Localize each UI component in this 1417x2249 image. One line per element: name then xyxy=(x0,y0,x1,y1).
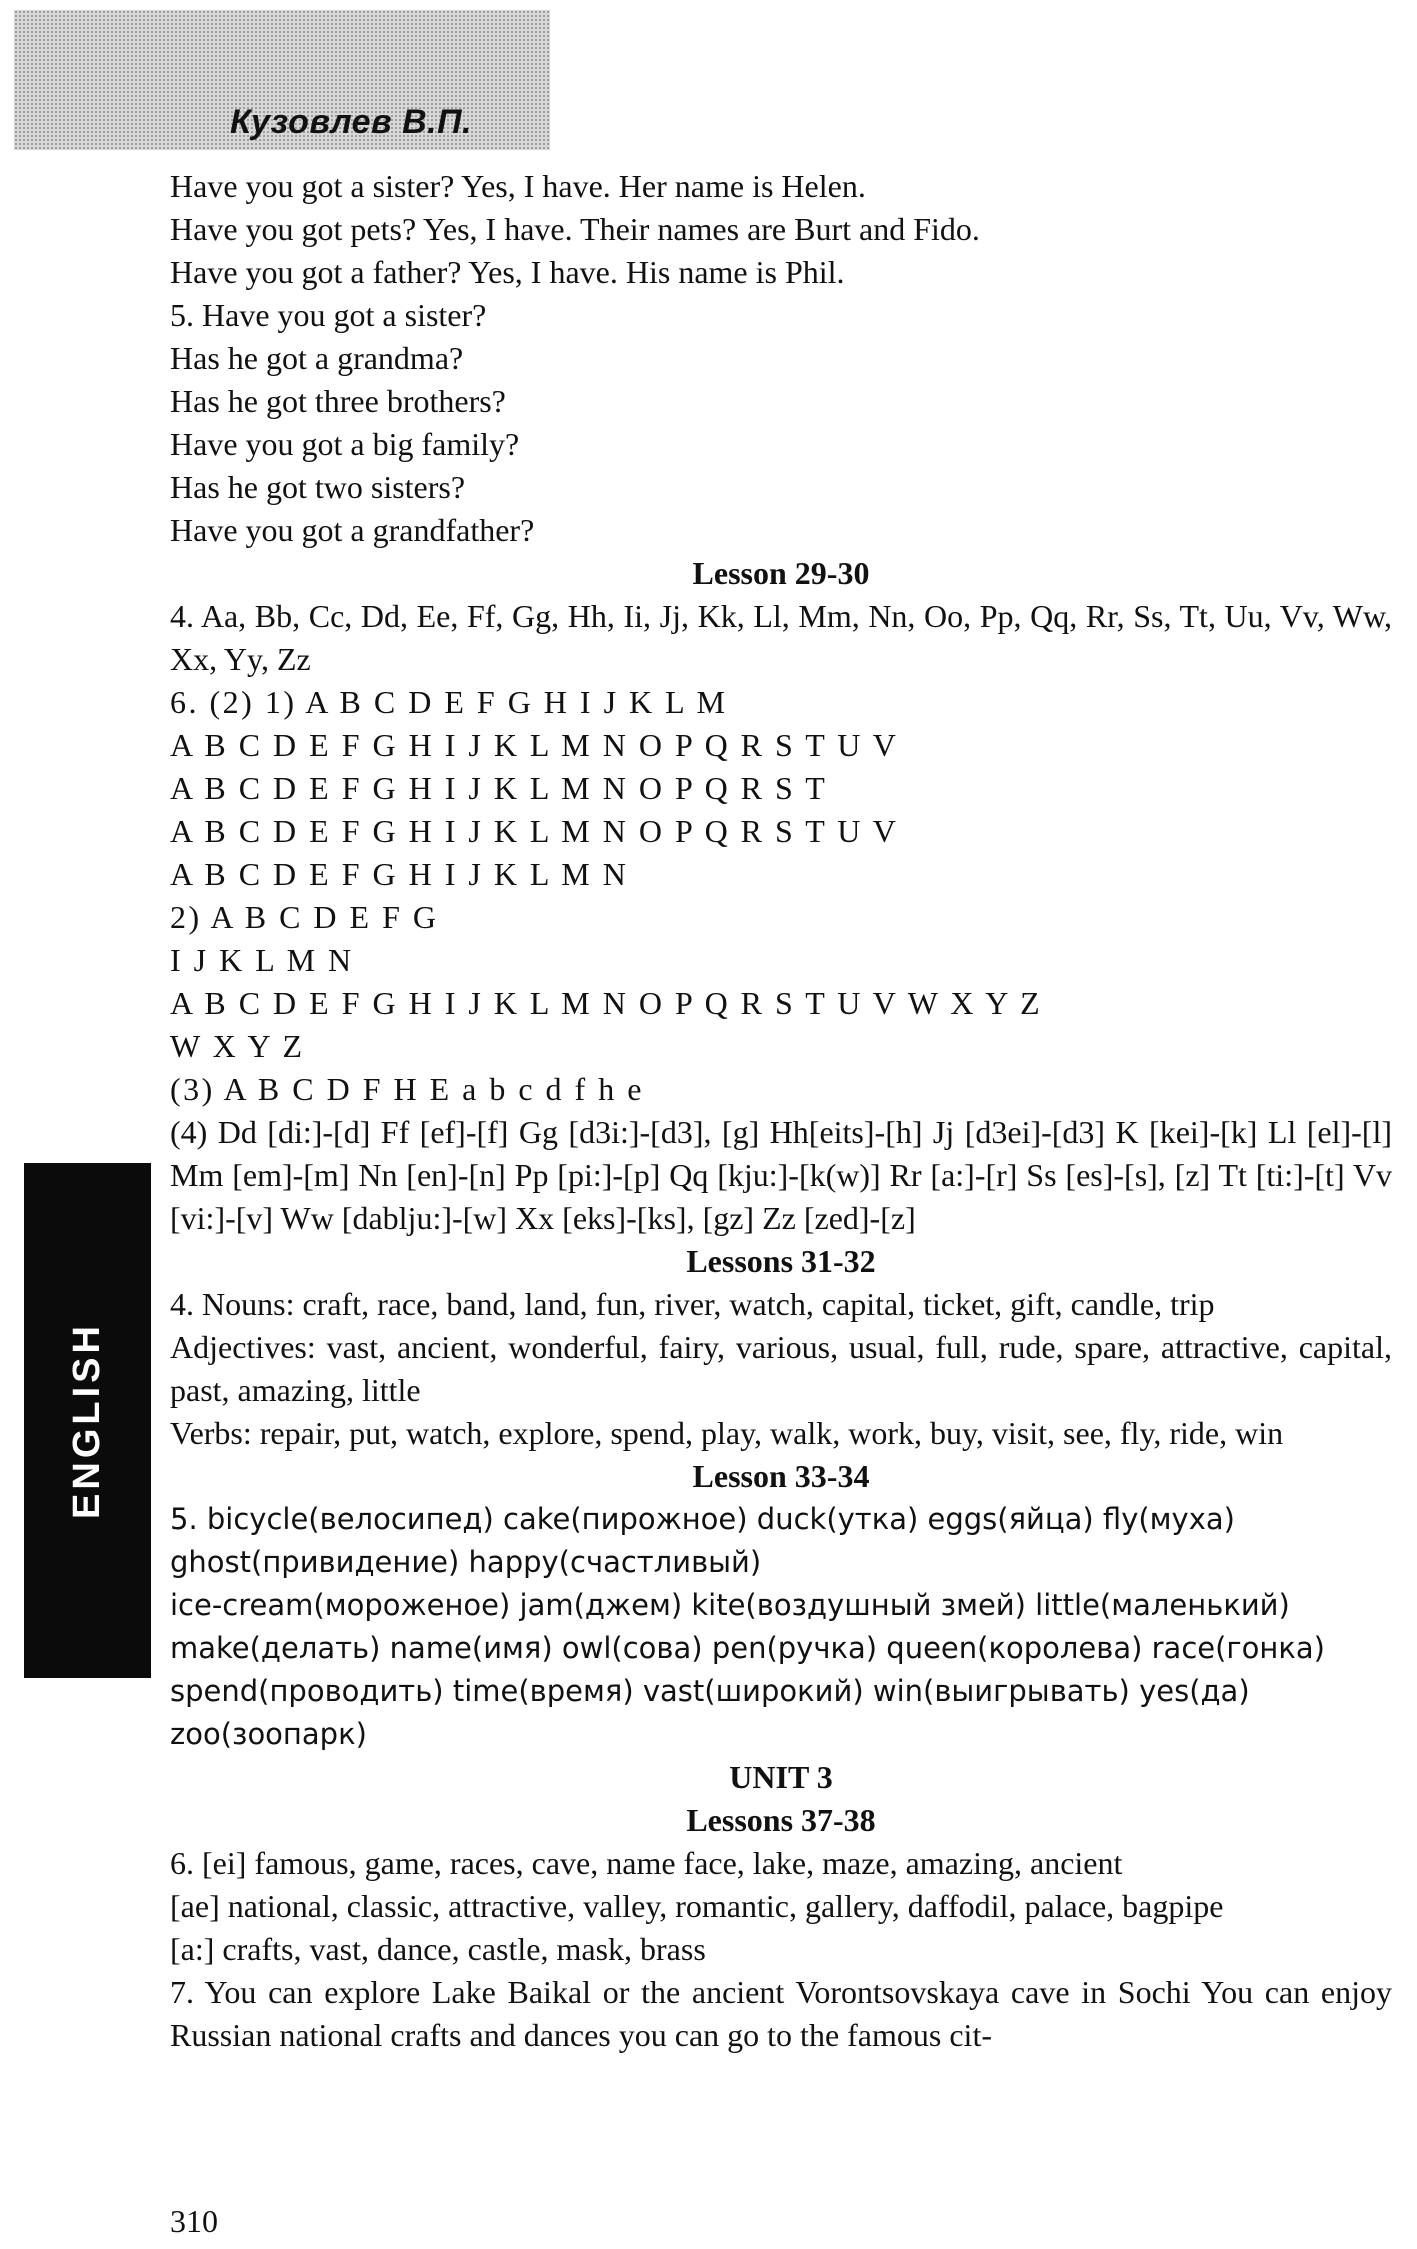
side-tab xyxy=(24,1163,151,1678)
text-line: ice-cream(мороженое) jam(джем) kite(воздушный змей) little(маленький) xyxy=(170,1588,1290,1622)
header-author: Кузовлев В.П. xyxy=(230,103,472,141)
text-line: make(делать) name(имя) owl(сова) pen(ручка) queen(королева) race(гонка) xyxy=(170,1631,1325,1665)
exercise-text: 4. Aa, Bb, Cc, Dd, Ee, Ff, Gg, Hh, Ii, Jj, Kk, Ll, Mm, Nn, Oo, Pp, Qq, Rr, Ss, Tt, Uu, Vv, Ww, Xx, Yy, Zz xyxy=(170,598,1392,677)
text-line: spend(проводить) time(время) vast(широкий) win(выигрывать) yes(да) xyxy=(170,1674,1250,1708)
text-line: Have you got a sister? Yes, I have. Her name is Helen. xyxy=(170,168,866,204)
lesson-heading: Lesson 29-30 xyxy=(692,555,870,591)
exercise-text: 4. Nouns: craft, race, band, land, fun, river, watch, capital, ticket, gift, candle, trip xyxy=(170,1286,1215,1322)
text-line: ghost(привидение) happy(счастливый) xyxy=(170,1545,762,1579)
text-line: I J K L M N xyxy=(170,942,354,978)
text-line: Has he got a grandma? xyxy=(170,340,464,376)
exercise-text: 7. You can explore Lake Baikal or the ancient Vorontsovskaya cave in Sochi You can enjoy Russian national crafts and dances you can go to the famous cit- xyxy=(170,1974,1392,2053)
unit-heading: UNIT 3 xyxy=(729,1759,833,1795)
lesson-heading: Lessons 37-38 xyxy=(686,1802,876,1838)
text-line: Have you got pets? Yes, I have. Their names are Burt and Fido. xyxy=(170,211,980,247)
text-line: A B C D E F G H I J K L M N O P Q R S T U V W X Y Z xyxy=(170,985,1043,1021)
text-line: 5. bicycle(велосипед) cake(пирожное) duck(утка) eggs(яйца) fly(муха) xyxy=(170,1502,1235,1536)
text-line: A B C D E F G H I J K L M N xyxy=(170,856,629,892)
text-line: W X Y Z xyxy=(170,1028,305,1064)
exercise-text: Verbs: repair, put, watch, explore, spend, play, walk, work, buy, visit, see, fly, ride, win xyxy=(170,1415,1284,1451)
page-number: 310 xyxy=(170,2203,218,2239)
text-line: 2) A B C D E F G xyxy=(170,899,439,935)
exercise-text: 6. [ei] famous, game, races, cave, name face, lake, maze, amazing, ancient xyxy=(170,1845,1123,1881)
text-line: Have you got a grandfather? xyxy=(170,512,535,548)
text-line: Have you got a big family? xyxy=(170,426,520,462)
text-line: Has he got three brothers? xyxy=(170,383,506,419)
text-line: zoo(зоопарк) xyxy=(170,1717,367,1751)
text-line: A B C D E F G H I J K L M N O P Q R S T xyxy=(170,770,828,806)
text-line: 6. (2) 1) A B C D E F G H I J K L M xyxy=(170,684,728,720)
side-tab-label: ENGLISH xyxy=(66,1322,108,1519)
text-line: Have you got a father? Yes, I have. His name is Phil. xyxy=(170,254,845,290)
text-line: A B C D E F G H I J K L M N O P Q R S T U V xyxy=(170,813,899,849)
exercise-text: (4) Dd [di:]-[d] Ff [ef]-[f] Gg [d3i:]-[d3], [g] Hh[eits]-[h] Jj [d3ei]-[d3] K [kei]-[k] Ll [el]-[l] Mm [em]-[m] Nn [en]-[n] Pp [pi:]-[p] Qq [kju:]-[k(w)] Rr [a:]-[r] Ss [es]-[s], [z] Tt [ti:]-[t] Vv [vi:]-[v] Ww [dablju:]-[w] Xx [eks]-[ks], [gz] Zz [zed]-[z] xyxy=(170,1114,1392,1236)
lesson-heading: Lesson 33-34 xyxy=(692,1458,870,1494)
lesson-heading: Lessons 31-32 xyxy=(686,1243,876,1279)
text-line: A B C D E F G H I J K L M N O P Q R S T U V xyxy=(170,727,899,763)
answer-content xyxy=(170,165,1392,2057)
exercise-text: [ae] national, classic, attractive, valley, romantic, gallery, daffodil, palace, bagpipe xyxy=(170,1888,1224,1924)
text-line: (3) A B C D F H E a b c d f h e xyxy=(170,1071,644,1107)
exercise-text: [a:] crafts, vast, dance, castle, mask, brass xyxy=(170,1931,706,1967)
text-line: Has he got two sisters? xyxy=(170,469,466,505)
text-line: 5. Have you got a sister? xyxy=(170,297,487,333)
exercise-text: Adjectives: vast, ancient, wonderful, fairy, various, usual, full, rude, spare, attractive, capital, past, amazing, little xyxy=(170,1329,1392,1408)
